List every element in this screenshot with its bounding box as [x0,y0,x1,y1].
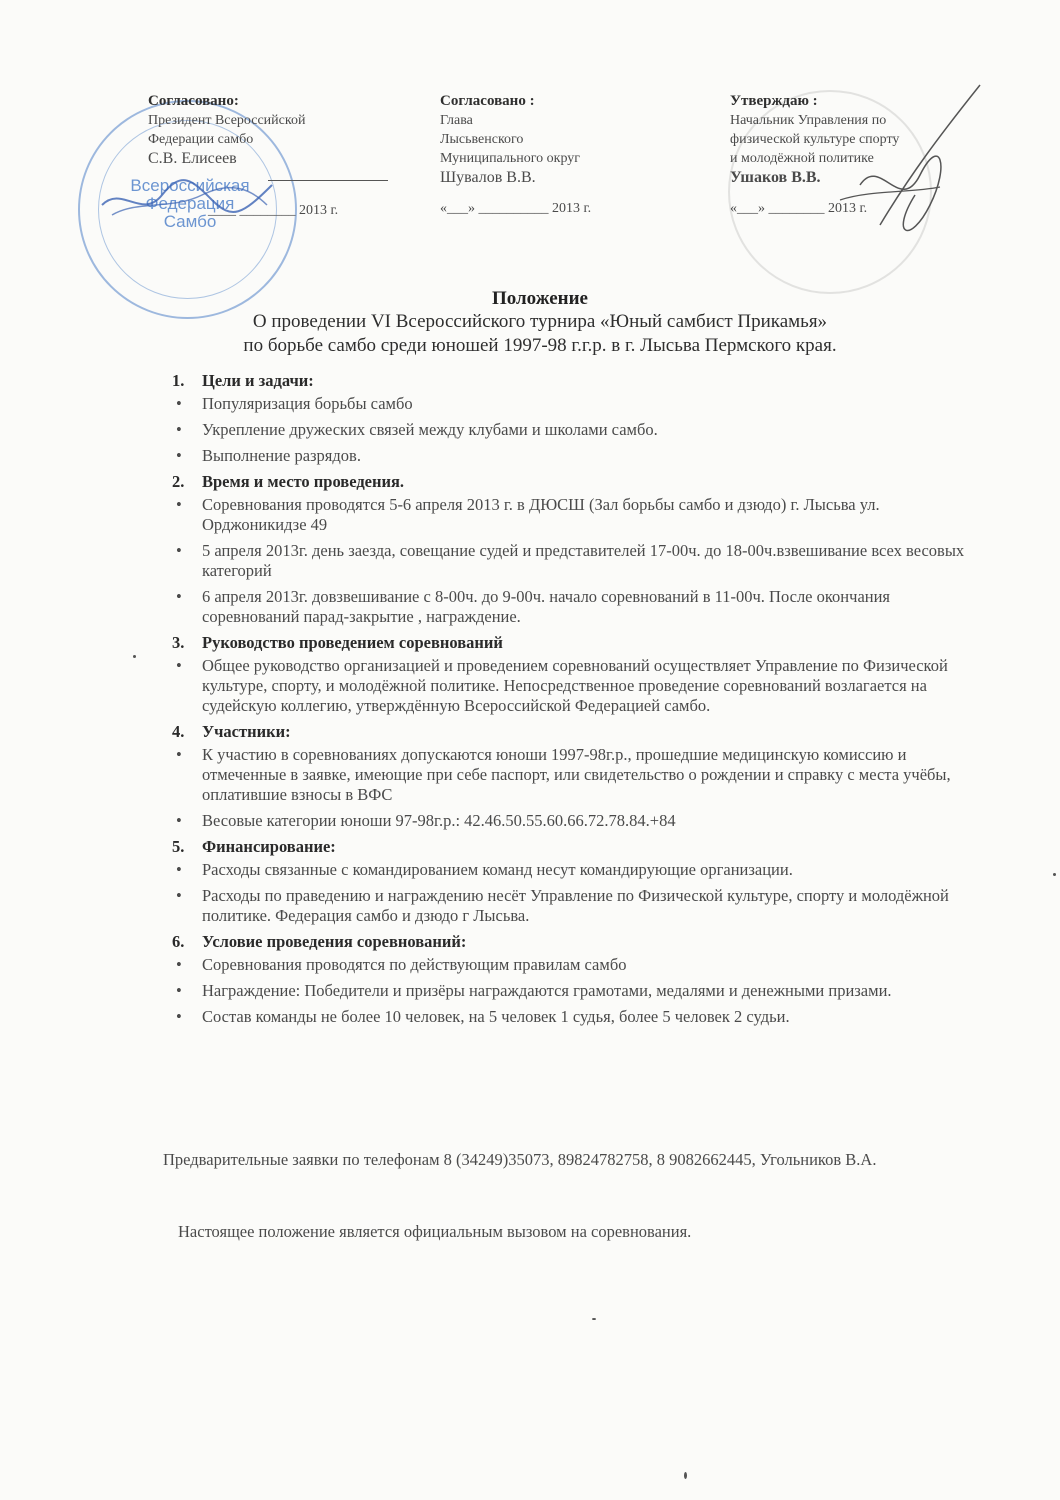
bullet-icon: • [176,541,182,560]
list-item [172,420,972,440]
approval-line: физической культуре спорту [730,132,900,147]
list-item [172,955,972,975]
section-title: Руководство проведением соревнований [202,633,503,652]
approval-name: С.В. Елисеев [148,150,237,167]
list-item [172,811,972,831]
document-body [172,368,972,1033]
approval-line: Лысьвенского [440,132,524,147]
approval-name: Ушаков В.В. [730,169,821,186]
approval-date: «___» __________ 2013 г. [440,201,592,216]
approval-heading: Утверждаю : [730,93,818,109]
bullet-icon: • [176,1007,182,1026]
approval-line: Глава [440,113,473,128]
scan-speck [684,1472,687,1479]
bullet-icon: • [176,981,182,1000]
stamp-text: Всероссийская Федерация Самбо [130,176,250,231]
section-number: 4. [172,722,185,741]
section [172,932,972,1027]
list-item-text: Соревнования проводятся по действующим правилам самбо [202,955,627,974]
document-title-block [130,288,950,358]
closing-text: Настоящее положение является официальным вызовом на соревнования. [178,1222,692,1241]
list-item-text: К участию в соревнованиях допускаются юноши 1997-98г.р., прошедшие медицинскую комиссию и отмеченные в заявке, имеющие при себе паспорт, или свидетельство о рождении и справку с места учёбы, оплатившие взносы в ВФС [202,745,951,804]
section [172,837,972,926]
section [172,371,972,466]
list-item [172,541,972,581]
scan-speck [592,1318,596,1320]
approval-line: и молодёжной политике [730,151,874,166]
approval-block-head [440,92,690,218]
bullet-icon: • [176,955,182,974]
list-item-text: Расходы по праведению и награждению несёт Управление по Физической культуре, спорту и молодёжной политике. Федерация самбо и дзюдо г Лысьва. [202,886,949,925]
bullet-icon: • [176,886,182,905]
approval-line: Начальник Управления по [730,113,887,128]
approval-line: Муниципального округ [440,151,581,166]
section-heading [172,837,972,857]
list-item [172,656,972,716]
section-heading [172,371,972,391]
section-number: 5. [172,837,185,856]
bullet-icon: • [176,394,182,413]
bullet-icon: • [176,745,182,764]
list-item-text: Выполнение разрядов. [202,446,361,465]
section-title: Цели и задачи: [202,371,314,390]
section-title: Финансирование: [202,837,336,856]
section-heading [172,633,972,653]
list-item [172,446,972,466]
section-title: Время и место проведения. [202,472,405,491]
section-number: 1. [172,371,185,390]
list-item-text: Весовые категории юноши 97-98г.р.: 42.46.50.55.60.66.72.78.84.+84 [202,811,676,830]
section-title: Участники: [202,722,291,741]
contacts-text: Предварительные заявки по телефонам 8 (34249)35073, 89824782758, 8 9082662445, Угольников В.А. [163,1150,877,1169]
list-item [172,587,972,627]
list-item-text: Награждение: Победители и призёры награждаются грамотами, медалями и денежными призами. [202,981,892,1000]
bullet-icon: • [176,587,182,606]
list-item [172,886,972,926]
approval-block-department [730,92,960,218]
bullet-icon: • [176,860,182,879]
bullet-icon: • [176,420,182,439]
approval-heading: Согласовано: [148,93,239,109]
section-number: 6. [172,932,185,951]
approval-line: Федерации самбо [148,132,254,147]
list-item [172,981,972,1001]
bullet-icon: • [176,656,182,675]
approval-heading: Согласовано : [440,93,535,109]
approval-date: «___» ________ 2013 г. [730,201,868,216]
scan-speck [133,655,136,658]
section-number: 3. [172,633,185,652]
list-item [172,1007,972,1027]
list-item [172,745,972,805]
list-item-text: 5 апреля 2013г. день заезда, совещание судей и представителей 17-00ч. до 18-00ч.взвешивание всех весовых категорий [202,541,965,580]
document-title: Положение [491,288,588,309]
bullet-icon: • [176,495,182,514]
section [172,472,972,627]
section-number: 2. [172,472,185,491]
bullet-icon: • [176,811,182,830]
section-heading [172,472,972,492]
list-item-text: Популяризация борьбы самбо [202,394,413,413]
list-item-text: Соревнования проводятся 5-6 апреля 2013 г. в ДЮСШ (Зал борьбы самбо и дзюдо) г. Лысьва ул. Орджоникидзе 49 [202,495,880,534]
list-item-text: Состав команды не более 10 человек, на 5 человек 1 судья, более 5 человек 2 судьи. [202,1007,790,1026]
list-item [172,394,972,414]
document-subtitle: по борьбе самбо среди юношей 1997-98 г.г.р. в г. Лысьва Пермского края. [243,335,837,356]
document-subtitle: О проведении VI Всероссийского турнира «Юный самбист Прикамья» [252,311,828,332]
approval-name: Шувалов В.В. [440,169,536,186]
list-item [172,495,972,535]
list-item-text: Расходы связанные с командированием команд несут командирующие организации. [202,860,793,879]
section-heading [172,722,972,742]
section-title: Условие проведения соревнований: [202,932,467,951]
signature-line [268,180,388,181]
section-heading [172,932,972,952]
list-item [172,860,972,880]
approval-block-federation [148,92,408,220]
list-item-text: Укрепление дружеских связей между клубами и школами самбо. [202,420,658,439]
section [172,722,972,831]
approval-date: ____ ________ 2013 г. [208,203,339,218]
list-item-text: Общее руководство организацией и проведением соревнований осуществляет Управление по Физической культуре, спорту, и молодёжной политике. Непосредственное проведение соревнований возлагается на судейскую коллегию, утверждённую Всероссийской Федерацией самбо. [202,656,948,715]
approval-line: Президент Всероссийской [148,113,306,128]
list-item-text: 6 апреля 2013г. довзвешивание с 8-00ч. до 9-00ч. начало соревнований в 11-00ч. После окончания соревнований парад-закрытие , награждение. [202,587,891,626]
section [172,633,972,716]
bullet-icon: • [176,446,182,465]
scan-speck [1053,873,1056,876]
